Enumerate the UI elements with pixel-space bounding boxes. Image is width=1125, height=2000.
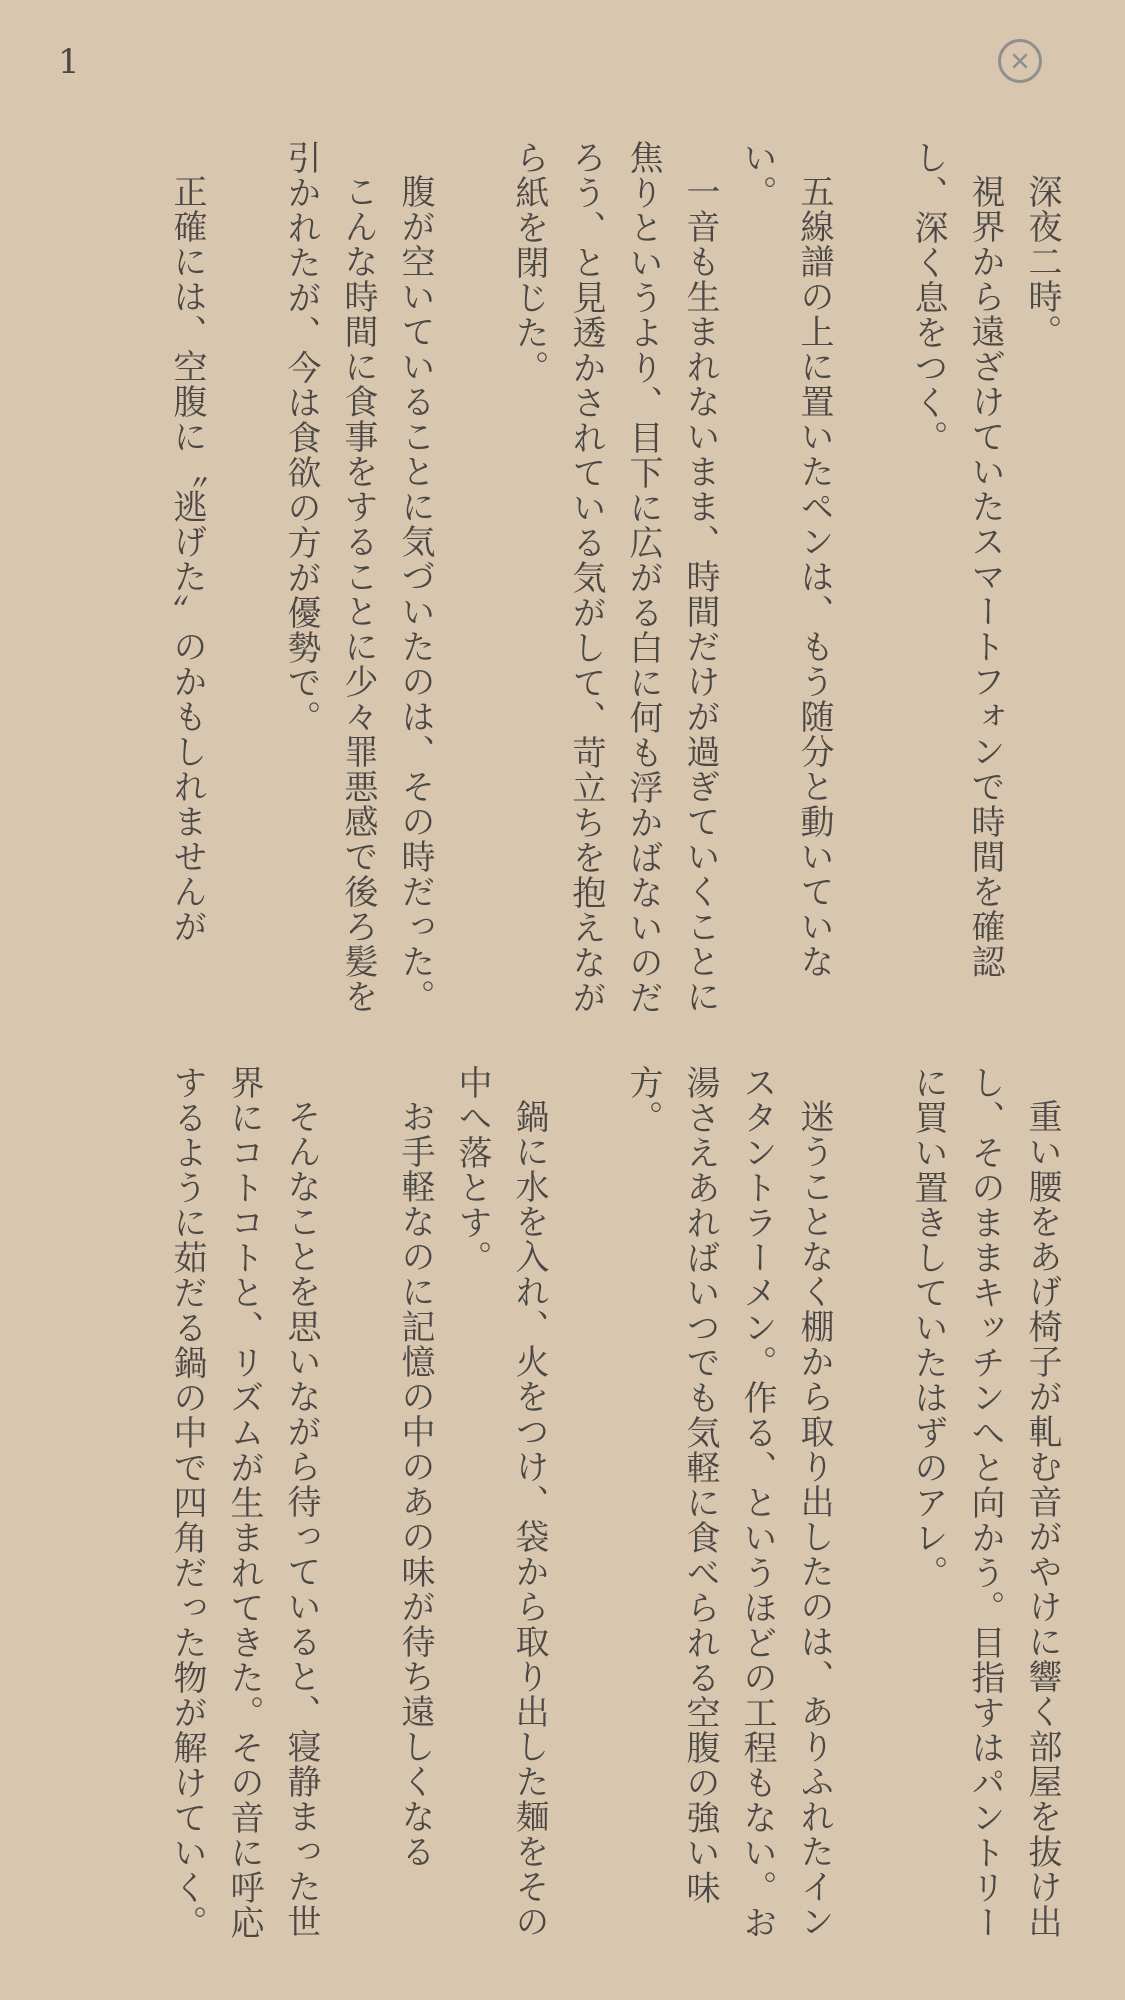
paragraph: 視界から遠ざけていたスマートフォンで時間を確認し、深く息をつく。 [908, 140, 1005, 979]
reading-text-top [158, 140, 1070, 1020]
paragraph: 正確には、空腹に〝逃げた〟のかもしれませんが [167, 174, 207, 944]
paragraph: 重い腰をあげ椅子が軋む音がやけに響く部屋を抜け出し、そのままキッチンへと向かう。目指すはパントリーに買い置きしていたはずのアレ。 [908, 1065, 1062, 1940]
paragraph: お手軽なのに記憶の中のあの味が待ち遠しくなる [395, 1099, 435, 1869]
paragraph: 腹が空いていることに気づいたのは、その時だった。 [395, 174, 435, 1014]
close-x-icon [1011, 52, 1029, 70]
paragraph: 鍋に水を入れ、火をつけ、袋から取り出した麺をその中へ落とす。 [452, 1065, 549, 1939]
page-number: 1 [58, 42, 80, 82]
close-button[interactable] [998, 39, 1042, 83]
paragraph: こんな時間に食事をすることに少々罪悪感で後ろ髪を引かれたが、今は食欲の方が優勢で。 [281, 140, 378, 1014]
paragraph: そんなことを思いながら待っていると、寝静まった世界にコトコトと、リズムが生まれてきた。その音に呼応するように茹だる鍋の中で四角だった物が解けていく。 [167, 1065, 321, 1940]
paragraph: 迷うことなく棚から取り出したのは、ありふれたインスタントラーメン。作る、というほどの工程もない。お湯さえあればいつでも気軽に食べられる空腹の強い味方。 [623, 1065, 834, 1940]
paragraph: 深夜二時。 [1022, 174, 1062, 349]
paragraph: 五線譜の上に置いたペンは、もう随分と動いていない。 [737, 140, 834, 979]
reading-text-bottom [158, 1065, 1070, 1940]
paragraph: 一音も生まれないまま、時間だけが過ぎていくことに焦りというより、目下に広がる白に何も浮かばないのだろう、と見透かされている気がして、苛立ちを抱えながら紙を閉じた。 [509, 140, 720, 1015]
